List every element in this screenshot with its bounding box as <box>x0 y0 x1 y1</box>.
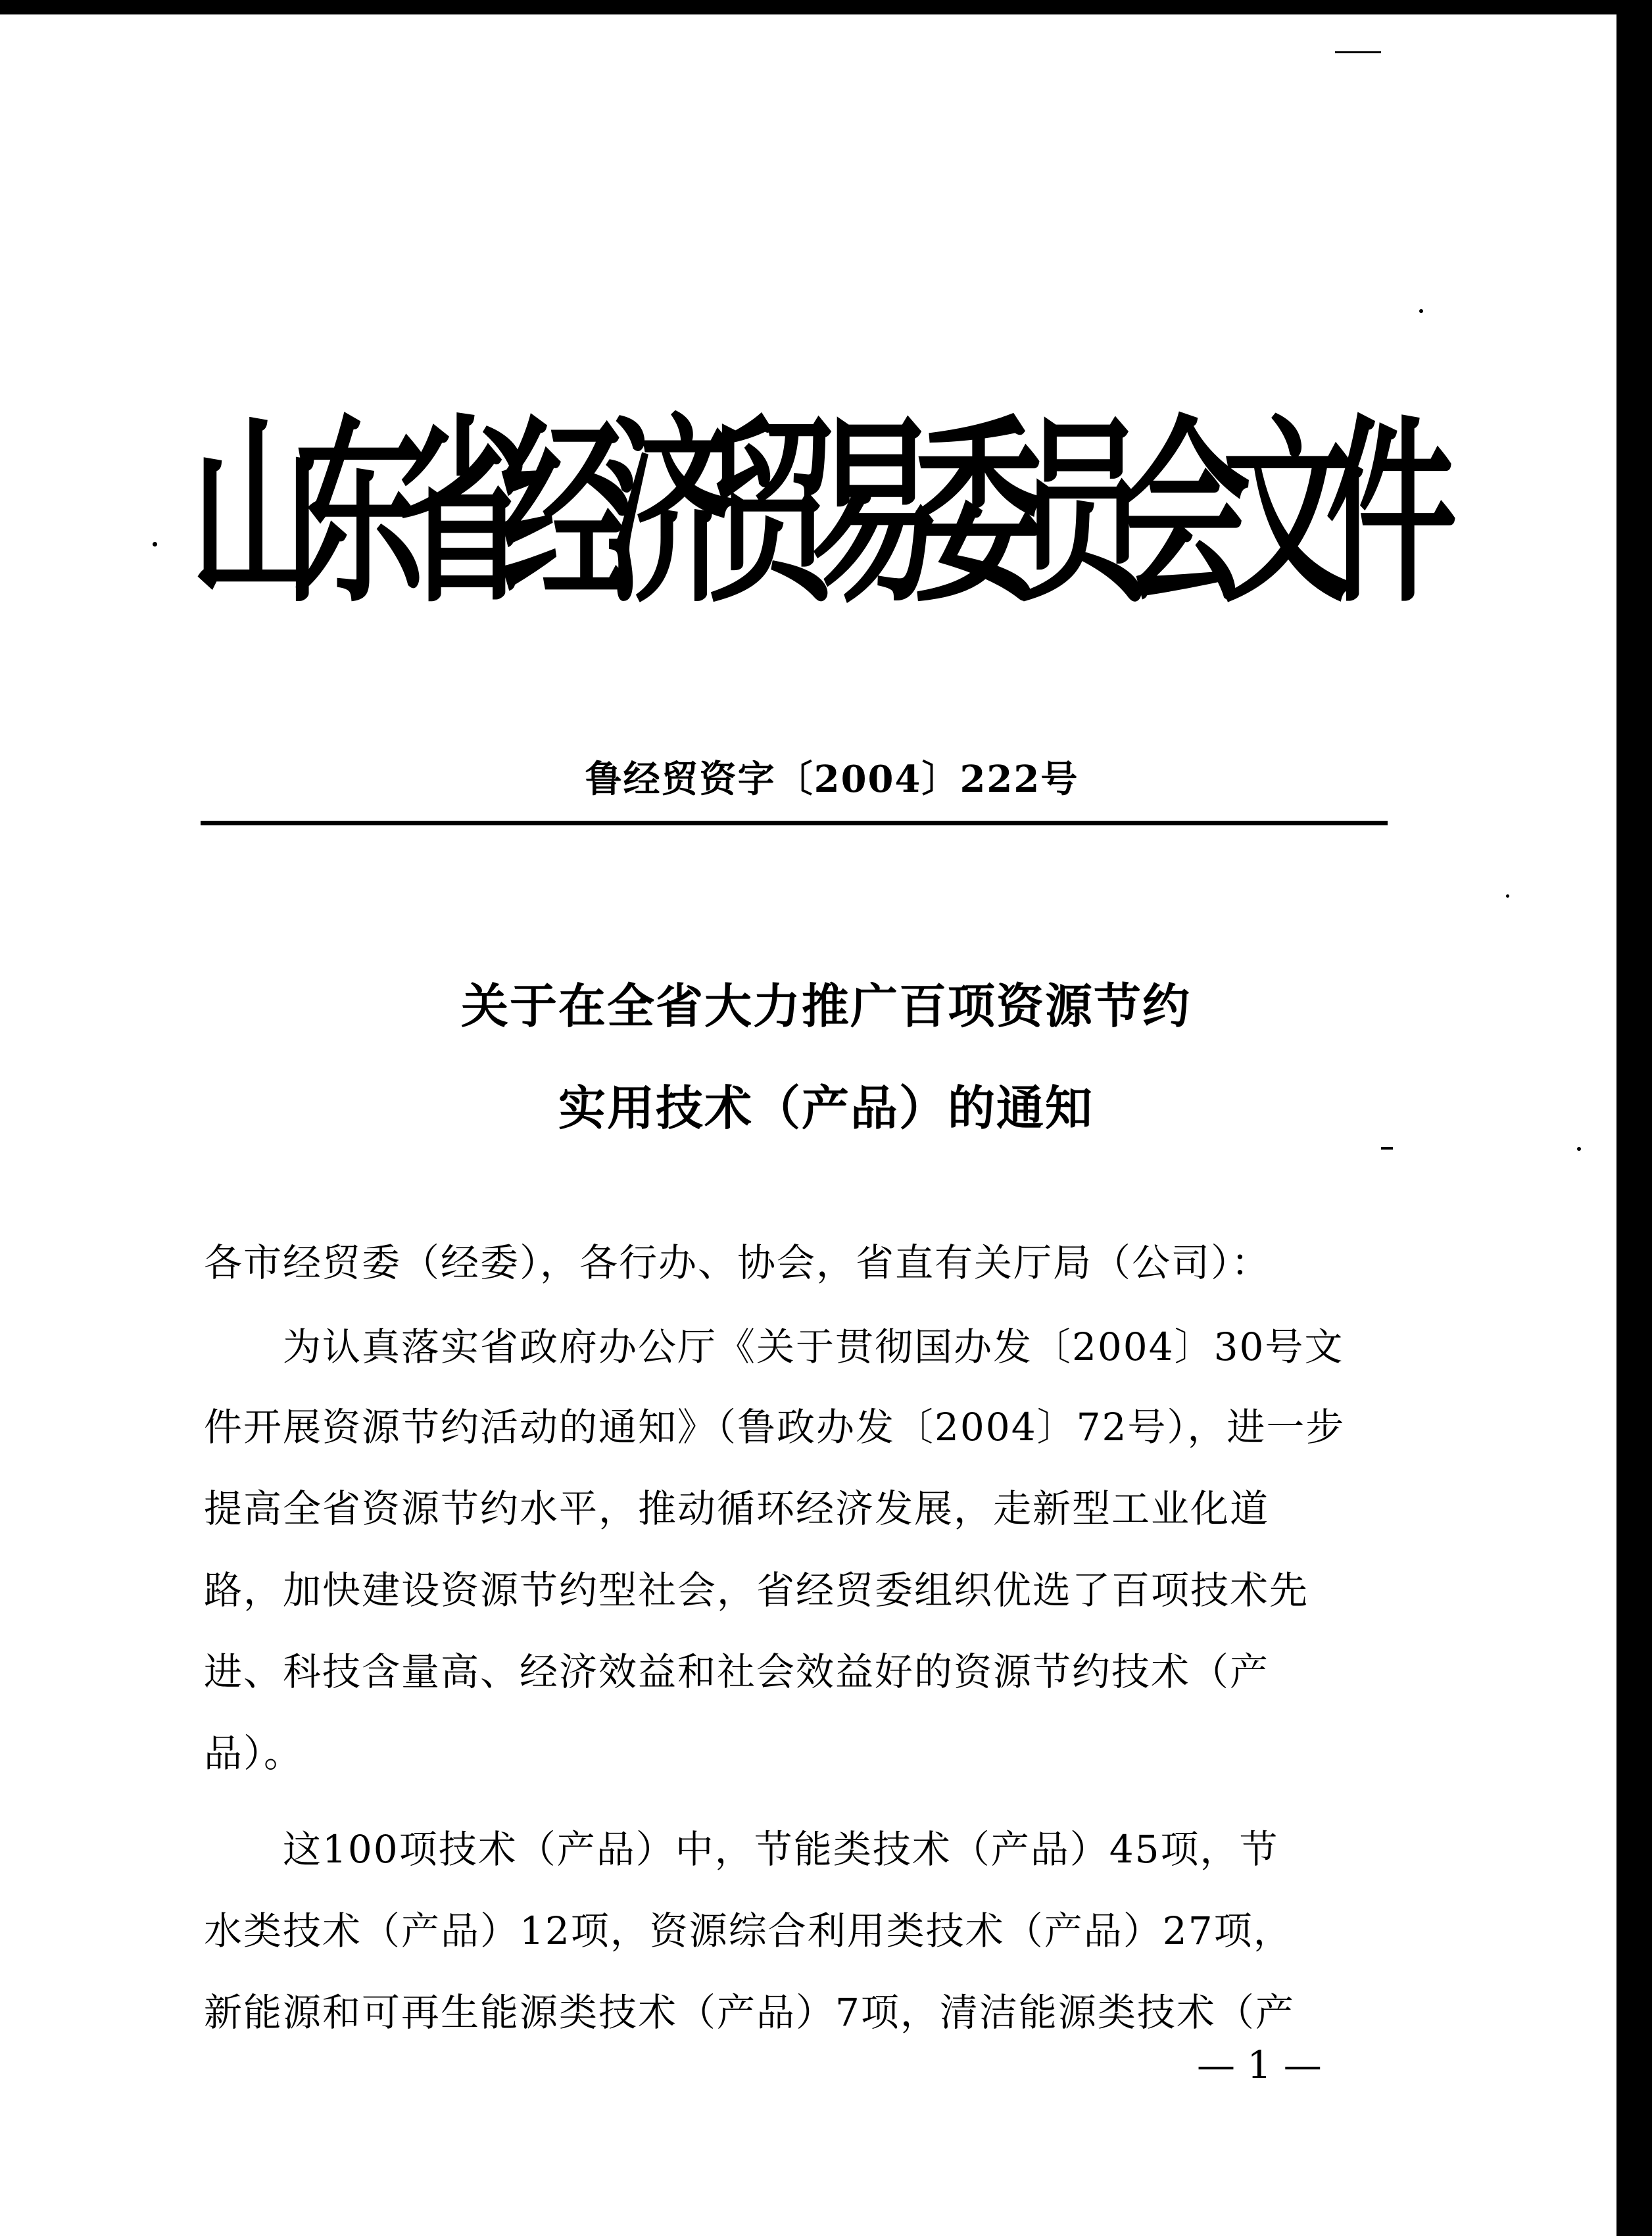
body-line: 为认真落实省政府办公厅《关于贯彻国办发〔2004〕30号文 <box>204 1325 1344 1369</box>
body-line: 新能源和可再生能源类技术（产品）7项，清洁能源类技术（产 <box>204 1990 1295 2035</box>
scan-speck <box>1419 309 1423 313</box>
body-line: 水类技术（产品）12项，资源综合利用类技术（产品）27项， <box>204 1908 1293 1953</box>
organization-title: 山东省经济贸易委员会文件 <box>191 395 1429 630</box>
scan-mark <box>1335 51 1381 53</box>
body-line: 这100项技术（产品）中，节能类技术（产品）45项，节 <box>204 1827 1279 1872</box>
body-line: 进、科技含量高、经济效益和社会效益好的资源节约技术（产 <box>204 1649 1270 1694</box>
page-number: — 1 — <box>1197 2043 1322 2087</box>
notice-title-line-1: 关于在全省大力推广百项资源节约 <box>460 979 1191 1034</box>
scan-speck <box>1506 894 1509 898</box>
scan-mark <box>1381 1147 1393 1150</box>
document-number: 鲁经贸资字〔2004〕222号 <box>585 758 1079 801</box>
body-line: 件开展资源节约活动的通知》（鲁政办发〔2004〕72号），进一步 <box>204 1405 1346 1449</box>
scan-speck <box>1577 1147 1581 1151</box>
body-line: 路，加快建设资源节约型社会，省经贸委组织优选了百项技术先 <box>204 1568 1309 1613</box>
scan-speck <box>153 542 157 547</box>
body-line: 各市经贸委（经委），各行办、协会，省直有关厅局（公司）： <box>204 1240 1271 1285</box>
body-line: 提高全省资源节约水平，推动循环经济发展，走新型工业化道 <box>204 1486 1270 1531</box>
header-divider <box>201 821 1388 825</box>
body-line: 品）。 <box>204 1731 304 1776</box>
notice-title-line-2: 实用技术（产品）的通知 <box>558 1081 1094 1136</box>
scan-border-top <box>0 0 1652 14</box>
